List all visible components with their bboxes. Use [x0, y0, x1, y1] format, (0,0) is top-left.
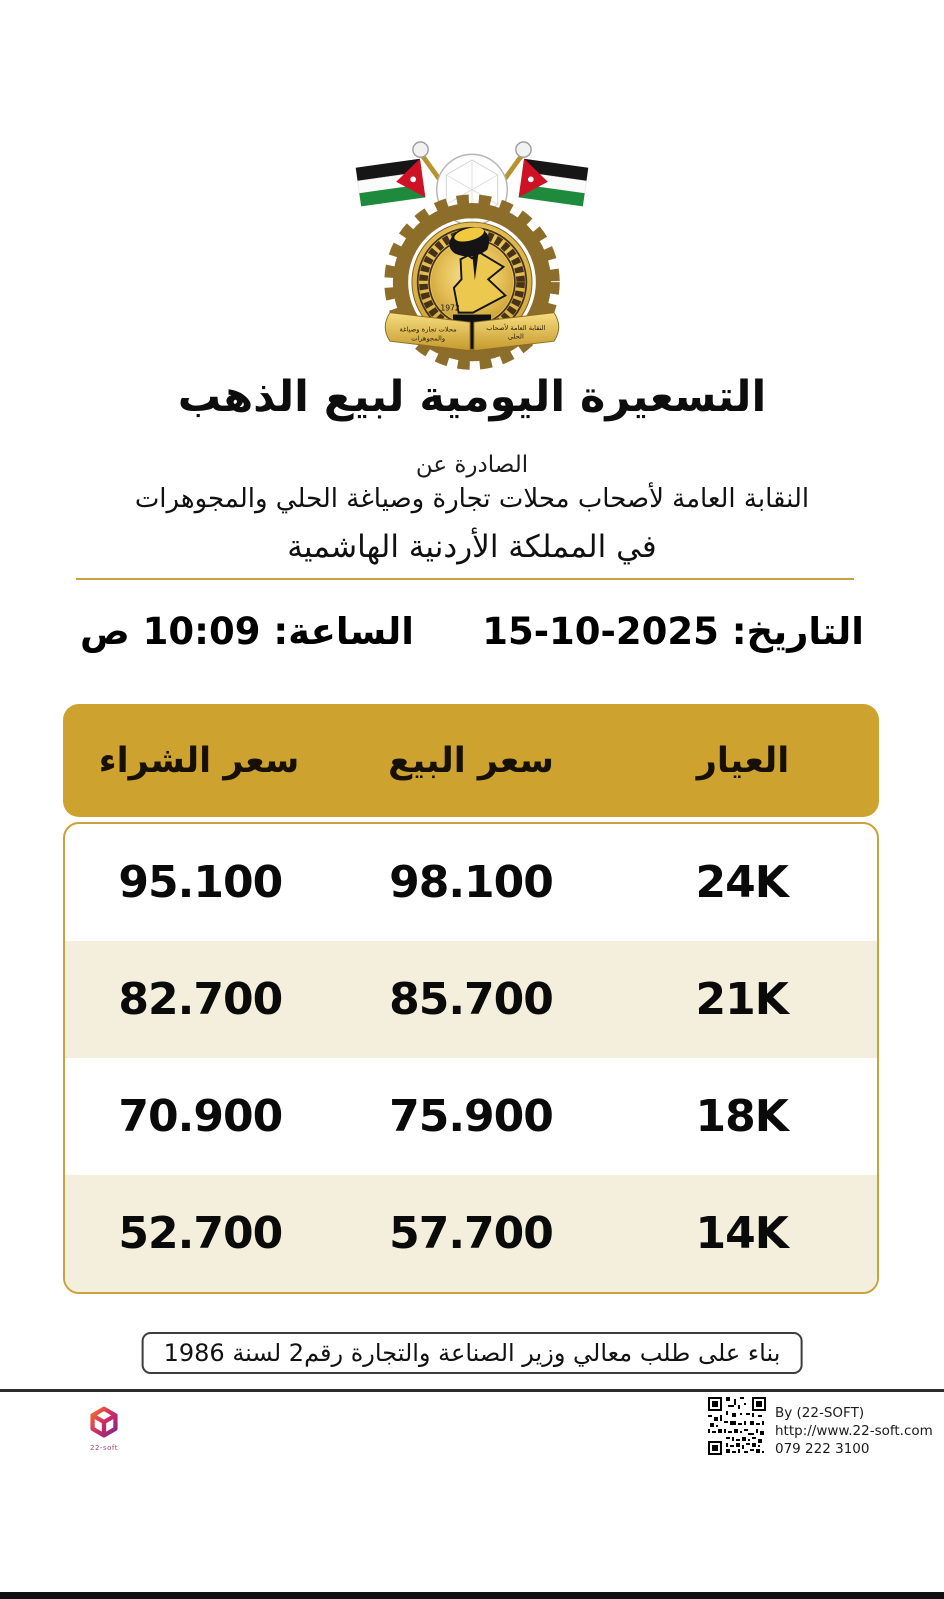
credit-url: http://www.22-soft.com [775, 1423, 933, 1439]
date-time-row [80, 610, 864, 653]
sell-price-cell: 85.700 [389, 974, 553, 1025]
buy-price-cell: 82.700 [118, 974, 283, 1025]
credit-text [775, 1397, 933, 1458]
karat-cell: 24K [695, 857, 788, 908]
legal-note-box [142, 1332, 803, 1374]
country-line: في المملكة الأردنية الهاشمية [287, 529, 657, 565]
banner-text-right-2: الحلي [507, 332, 524, 341]
cube-logo-icon [84, 1402, 124, 1444]
date-group [482, 610, 864, 653]
column-header-buy-price: سعر الشراء [98, 740, 300, 781]
brand-label: 22-soft [90, 1444, 118, 1452]
credit-by: By (22-SOFT) [775, 1405, 865, 1421]
karat-cell: 14K [695, 1208, 788, 1259]
price-table-body [63, 822, 879, 1294]
issued-by-line: الصادرة عن [415, 452, 529, 478]
jordan-flag-left-icon [356, 159, 426, 207]
page-title: التسعيرة اليومية لبيع الذهب [177, 372, 767, 422]
karat-cell: 21K [695, 974, 788, 1025]
credit-phone: 079 222 3100 [775, 1441, 870, 1457]
banner-text-left-2: والمجوهرات [411, 334, 446, 343]
karat-cell: 18K [695, 1091, 788, 1142]
time-label: الساعة: [273, 610, 414, 653]
time-value: 10:09 [142, 610, 261, 653]
qr-code-icon [708, 1397, 766, 1455]
column-header-karat: العيار [696, 740, 790, 781]
table-row-21k [65, 941, 877, 1058]
bottom-edge-bar [0, 1592, 944, 1599]
organization-line: النقابة العامة لأصحاب محلات تجارة وصياغة الحلي والمجوهرات [134, 484, 810, 514]
date-value: 15-10-2025 [482, 610, 719, 653]
sell-price-cell: 98.100 [389, 857, 553, 908]
footer-divider [0, 1389, 944, 1392]
sell-price-cell: 75.900 [389, 1091, 553, 1142]
gold-divider [76, 578, 854, 580]
date-label: التاريخ: [731, 610, 864, 653]
jordan-flag-right-icon [519, 159, 589, 207]
brand-logo [78, 1402, 130, 1452]
time-am-suffix: ص [80, 610, 130, 653]
table-row-14k [65, 1175, 877, 1292]
established-year: 1972 [440, 303, 460, 313]
legal-note-text: بناء على طلب معالي وزير الصناعة والتجارة رقم2 لسنة 1986 [163, 1339, 781, 1367]
price-table-header [63, 704, 879, 817]
time-group [80, 610, 414, 653]
syndicate-emblem-icon [329, 133, 615, 375]
sell-price-cell: 57.700 [389, 1208, 553, 1259]
table-row-24k [65, 824, 877, 941]
banner-text-right-1: النقابة العامة لأصحاب [486, 323, 546, 332]
buy-price-cell: 52.700 [118, 1208, 283, 1259]
column-header-sell-price: سعر البيع [388, 740, 554, 781]
buy-price-cell: 95.100 [118, 857, 283, 908]
banner-text-left-1: محلات تجارة وصياغة [399, 325, 457, 334]
buy-price-cell: 70.900 [118, 1091, 283, 1142]
table-row-18k [65, 1058, 877, 1175]
credit-block [708, 1397, 933, 1458]
